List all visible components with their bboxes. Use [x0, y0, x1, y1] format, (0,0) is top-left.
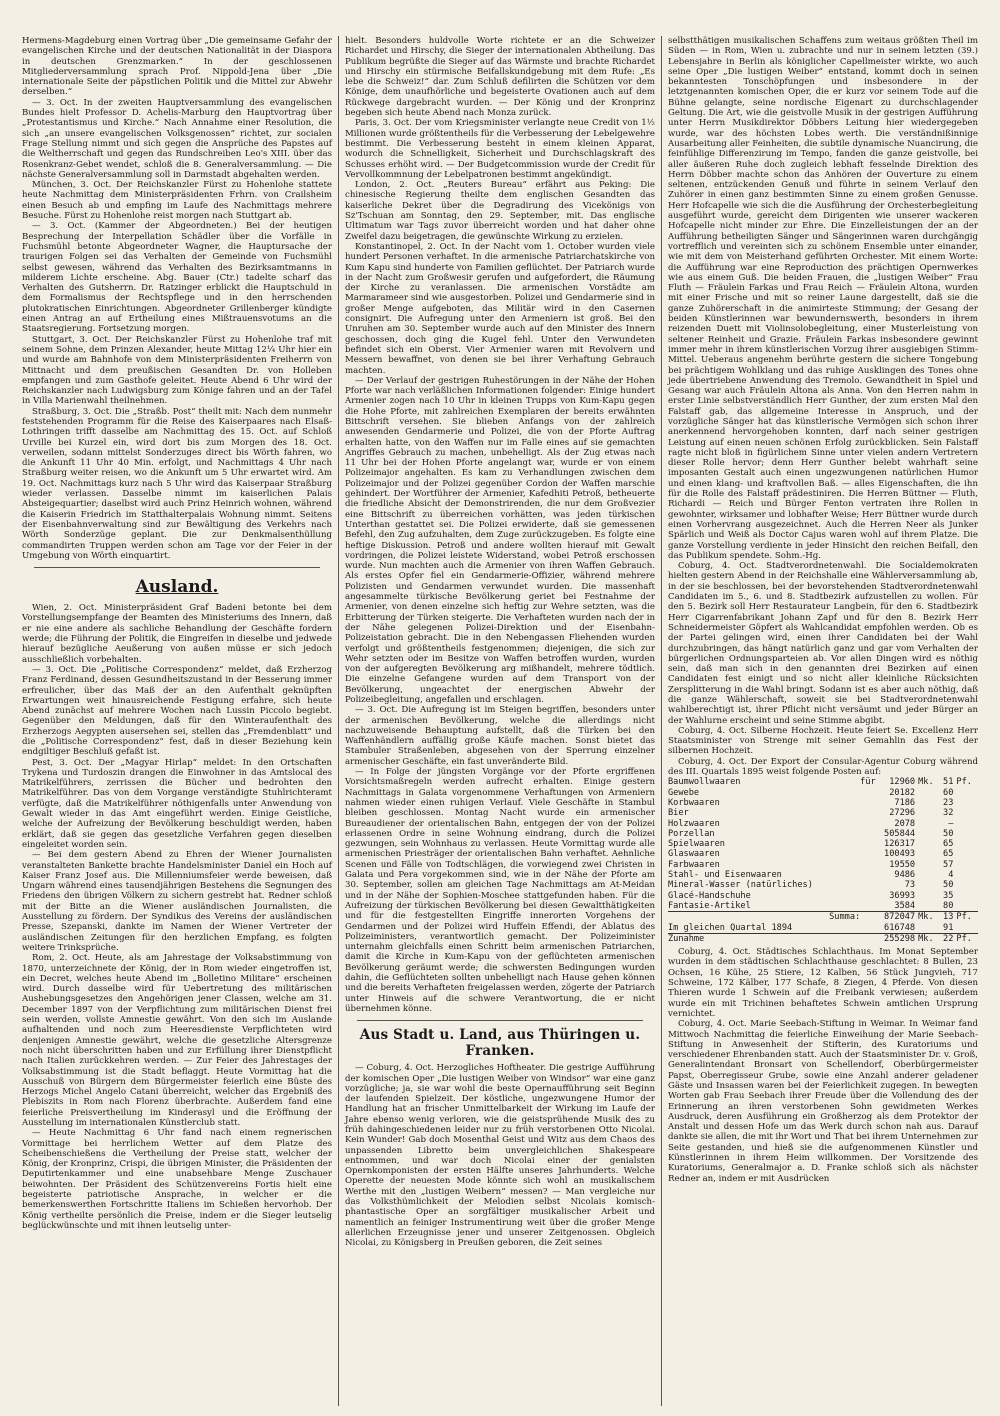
export-table-body	[668, 777, 978, 911]
export-row	[668, 777, 978, 787]
export-pf: 65	[943, 839, 954, 850]
export-row	[668, 839, 978, 849]
export-pf: 80	[943, 900, 954, 911]
paragraph: Coburg, 4. Oct. Städtisches Schlachthaus. Im Monat September wurden in dem städtischen Schlachthause geschlachtet: 8 Bullen, 23 Ochsen, 16 Kühe, 25 Stiere, 12 Kalben, 56 Stück Jungvieh, 717 Schweine, 172 Kälber, 177 Schafe, 8 Ziegen, 4 Pferde. Von diesen Thieren wurde 1 Schwein auf die Freibank verwiesen; außerdem wurde ein mit Trichinen behaftetes Schwein amtlichen Ursprung vernichtet.	[668, 947, 978, 1019]
export-currency	[915, 849, 940, 859]
paragraph: Stuttgart, 3. Oct. Der Reichskanzler Fürst zu Hohenlohe traf mit seinem Sohne, dem Prinzen Alexander, heute Mittag 12¼ Uhr hier ein und wurde am Bahnhofe von dem Ministerpräsidenten Freiherrn von Mittnacht und dem preußischen Gesandten Dr. von Holleben empfangen und zum Gasthofe geleitet. Heute Abend 6 Uhr wird der Reichskanzler nach Ludwigsburg zum Könige fahren und an der Tafel in Villa Marienwahl theilnehmen.	[22, 334, 332, 407]
export-amount: 9486	[894, 870, 916, 881]
export-item: Glacé-Handschuhe	[668, 890, 751, 901]
increase-amount: 255298	[860, 933, 915, 944]
section-heading-stadt-land: Aus Stadt u. Land, aus Thüringen u. Franken.	[359, 1027, 641, 1060]
paragraph: Coburg, 4. Oct. Silberne Hochzeit. Heute feiert Se. Excellenz Herr Staatsminister von Strenge mit seiner Gemahlin das Fest der silbernen Hochzeit.	[668, 725, 978, 757]
export-table	[668, 777, 978, 944]
export-row	[668, 829, 978, 839]
prev-amount: 616748	[884, 922, 916, 933]
export-amount: 100493	[884, 849, 916, 860]
divider	[34, 567, 320, 568]
column-3	[661, 36, 984, 1406]
export-currency	[915, 788, 940, 798]
export-currency	[915, 798, 940, 808]
export-currency	[915, 808, 940, 818]
export-amount: 20182	[889, 787, 916, 798]
export-summa-row	[668, 912, 978, 923]
export-item: Spielwaaren	[668, 839, 725, 850]
export-amount: 3584	[894, 900, 916, 911]
paragraph: Coburg, 4. Oct. Der Export der Consular-Agentur Coburg während des III. Quartals 1895 weist folgende Posten auf:	[668, 756, 978, 778]
export-pf-unit	[953, 798, 978, 808]
export-row	[668, 870, 978, 880]
export-pf: 35	[943, 890, 954, 901]
paragraph: Konstantinopel, 2. Oct. In der Nacht vom 1. October wurden viele hundert Personen verhaftet. In die armenische Patriarchatskirche von Kum Kapu sind hunderte von Familien geflüchtet. Der Patriarch wurde in der Nacht zum Großwesir gerufen und aufgefordert, die Räumung der Kirche zu veranlassen. Die armenischen Vorstädte am Marmarameer sind wie ausgestorben. Polizei und Gendarmerie sind in großer Menge aufgeboten, das Militär wird in den Casernen consignirt. Die Aufregung unter den Armeniern ist groß. Bei den Unruhen am 30. September wurde auch auf den Minister des Innern geschossen, doch ging die Kugel fehl. Unter den Verwundeten befindet sich ein Oberst. Vier Armenier waren mit Revolvern und Messern bewaffnet, von denen sie bei ihrer Verhaftung Gebrauch machten.	[345, 241, 655, 376]
export-row	[668, 901, 978, 912]
export-pf: 50	[943, 880, 954, 891]
paragraph: — 3. Oct. (Kammer der Abgeordneten.) Bei der heutigen Besprechung der Interpellation Schädler über die Vorfälle in Fuchsmühl betonte Abgeordneter Wagner, die Hauptursache der traurigen Folgen sei das Verhalten der Gemeinde von Fuchsmühl selbst gewesen, während das Verhalten des Bezirksamtmanns in milderem Lichte erscheine. Abg. Bauer (Ctr.) tadelte scharf das Verhalten des Gutsherrn. Dr. Ratzinger erblickt die Hauptschuld in dem Formalismus der Rechtspflege und in den herrschenden plutokratischen Einrichtungen. Abgeordneter Grillenberger kündigte einen Antrag an auf Ertheilung eines Mißtrauensvotums an die Staatsregierung. Fortsetzung morgen.	[22, 221, 332, 335]
paragraph: — 3. Oct. Die Aufregung ist im Steigen begriffen, besonders unter der armenischen Bevölkerung, welche die allerdings nicht nachzuweisende Behauptung aufstellt, daß die Türken bei den Waffenhändlern auffällig große Käufe machen. Sonst bietet das Stambuler Straßenleben, abgesehen von der Sperrung einzelner armenischer Geschäfte, ein fast unveränderte Bild.	[345, 705, 655, 767]
export-row	[668, 891, 978, 901]
export-item: Stahl- und Eisenwaaren	[668, 870, 782, 881]
paragraph: — Bei dem gestern Abend zu Ehren der Wiener Journalisten veranstalteten Bankette brachte Handelsminister Daniel ein Hoch auf Kaiser Franz Josef aus. Die Millenniumsfeier werde beweisen, daß Ungarn während eines tausendjährigen Bestehens die Segnungen des Friedens den übrigen Völkern zu sichern gestrebt hat. Redner schloß mit der Bitte an die Wiener ausländischen Journalisten, die Ausstellung zu fördern. Der Syndikus des Vereins der ausländischen Presse, Szepanski, dankte im Namen der Wiener Vertreter der ausländischen Zeitungen für den herzlichen Empfang, es folgten weitere Trinksprüche.	[22, 850, 332, 953]
export-amount-value: 12960	[889, 777, 916, 788]
export-pf-unit	[953, 891, 978, 901]
paragraph: Paris, 3. Oct. Der vom Kriegsminister verlangte neue Credit von 1½ Millionen wurde größtentheils für die Verbesserung der Lebelgewehre bestimmt. Die Verbesserung besteht in einem kleinen Apparat, wodurch die Schnelligkeit, Sicherheit und Durchschlagskraft des Schusses erhöht wird. — Der Budgetcommission wurde der Credit für Vervollkommnung der Lebelpatronen bestimmt angekündigt.	[345, 118, 655, 180]
export-row	[668, 798, 978, 808]
paragraph: — 3. Oct. Die „Politische Correspondenz“ meldet, daß Erzherzog Franz Ferdinand, dessen Gesundheitszustand in der Besserung immer erfreulicher, über das Maß der an den Aufenthalt geknüpften Erwartungen weit hinausreichende Festigung erfahre, sich heute Abend zunächst auf mehrere Wochen nach Lussin Piccolo begiebt. Gegenüber den Meldungen, daß für den Winteraufenthalt des Erzherzogs Aegypten ausersehen sei, stellen das „Fremdenblatt“ und die „Politische Correspondenz“ fest, daß in dieser Beziehung kein endgiltiger Beschluß gefaßt ist.	[22, 664, 332, 758]
export-pf-unit	[953, 901, 978, 912]
export-row	[668, 808, 978, 818]
export-currency	[915, 901, 940, 912]
export-amount: 19550	[889, 859, 916, 870]
export-item: Fantasie-Artikel	[668, 900, 751, 911]
summa-pf: 13	[940, 912, 954, 923]
export-pf-unit	[953, 860, 978, 870]
export-pf-unit	[953, 870, 978, 880]
paragraph: Straßburg, 3. Oct. Die „Straßb. Post“ theilt mit: Nach dem nunmehr feststehenden Programm für die Reise des Kaiserpaares nach Elsaß-Lothringen trifft dasselbe am Nachmittag des 15. Oct. auf Schloß Urville bei Kurzel ein, wird dort bis zum Morgen des 18. Oct. verweilen, sodann mittelst Sonderzuges direct bis Wörth fahren, wo die Ankunft 11 Uhr 40 Min. erfolgt, und Nachmittags 4 Uhr nach Straßburg weiter reisen, wo die Ankunft um 5 Uhr erwartet wird. Am 19. Oct. Nachmittags kurz nach 5 Uhr wird das Kaiserpaar Straßburg wieder verlassen. Dasselbe nimmt im kaiserlichen Palais Absteigequartier; daselbst wird auch Prinz Heinrich wohnen, während die Kaiserin Friedrich im Statthalterpalais Wohnung nimmt. Seitens der Eisenbahnverwaltung sind zur Bewältigung des Verkehrs nach Wörth Sonderzüge geplant. Die zur Denkmalsenthüllung commandirten Truppen werden schon am Tage vor der Feier in der Umgebung von Wörth einquartirt.	[22, 406, 332, 561]
export-item: Farbwaaren	[668, 859, 720, 870]
export-pf: 57	[943, 859, 954, 870]
export-row	[668, 860, 978, 870]
export-amount: 126317	[884, 839, 916, 850]
paragraph: Pest, 3. Oct. Der „Magyar Hirlap“ meldet: In den Ortschaften Trykena und Turdoszin drangen die Einwohner in das Amtslocal des Matrikelführers, zerrissen die Bücher und bedrohten den Matrikelführer. Das von dem Vorgange verständigte Stuhlrichteramt verfügte, daß die Matrikelführer nöthigenfalls unter Anwendung von Gewalt wieder in das Amt eingeführt werden. Einige Geistliche, welche der Aufreizung der Bevölkerung beschuldigt werden, haben erklärt, daß sie gegen das gesetzliche Verfahren gegen dieselben eingeleitet worden sein.	[22, 757, 332, 850]
export-row	[668, 819, 978, 829]
empty-cell	[953, 923, 978, 934]
export-pf: 60	[943, 787, 954, 798]
export-item: Mineral-Wasser (natürliches)	[668, 880, 813, 891]
summa-currency: Mk.	[915, 912, 940, 923]
increase-currency: Mk.	[915, 933, 940, 944]
paragraph: Coburg, 4. Oct. Marie Seebach-Stiftung in Weimar. In Weimar fand Mittwoch Nachmittag die feierliche Einweihung der Marie Seebach-Stiftung in Anwesenheit der Stifterin, des Kuratoriums und verschiedener Ehrenbanden statt. Auch der Staatsminister Dr. v. Groß, Generalintendant Bronsart von Schellendorf, Oberbürgermeister Papst, Oberregisseur Grube, sowie eine Anzahl anderer geladener Gäste und Insassen waren bei der Feierlichkeit zugegen. In bewegten Worten gab Frau Seebach ihrer Freude über die Vollendung des der Erinnerung an ihren verstorbenen Sohn gewidmeten Werkes Ausdruck, deren Ausführung ein Großherzog als dem Protektor der Anstalt und dessen Hofe um das Werk durch schon nah aus. Darauf dankte sie allen, die mit ihr Wort und That bei ihrem Unternehmen zur Seite gestanden, und hieß sie die aufgenommenen Künstler und Künstlerinnen in ihrem Heim willkommen. Der Vorsitzende des Kuratoriums, Generalmajor a. D. Franke schloß sich als nächster Redner an, indem er mit Ausdrücken	[668, 1019, 978, 1184]
paragraph: selbstthätigen musikalischen Schaffens zum weitaus größten Theil im Süden — in Rom, Wien u. zubrachte und nur in seinem letzten (39.) Lebensjahre in Berlin als königlicher Capellmeister wirkte, wo auch seine Oper „Die lustigen Weiber“ entstand, kommt doch in seinen bekanntesten Tonschöpfungen und insbesondere in der letztgenannten komischen Oper, die er kurz vor seinem Tode auf die Bühne gelangte, seine nordische Eigenart zu durchschlagender Geltung. Die Art, wie die geistvolle Musik in der gestrigen Aufführung unter Herrn Musikdirektor Döbbers Leitung hier wiedergegeben wurde, war des höchsten Lobes werth. Die verständnißinnige Ausarbeitung aller Feinheiten, die subtile dynamische Nuancirung, die feinfühlige Differenzirung im Tempo, fanden die ganze geistvolle, bei aller äußeren Ruhe doch zugleich lebhaft fesselnde Direktion des Herrn Döbber machte schon das Anhören der Ouverture zu einem seltenen, entzückenden Genuß und führte in seinem Verlauf den Zuhörer in einen ganz bestimmten Sinne zu einem großen Genusse. Herr Hofcapelle wie sich die die Ausführung der Orchesterbegleitung ausgeführt wurde, gereicht dem Dirigenten wie unserer wackeren Hofcapelle nicht minder zur Ehre. Die Einzelleistungen der an der Aufführung betheiligten Sänger und Sängerinnen waren durchgängig vortrefflich und vereinten sich zu schönem Ensemble unter einander, wie mit dem von Meisterhand geführten Orchester. Mit einem Worte: die Aufführung war eine Reproduction des prächtigen Opernwerkes wie aus einem Guß. Die beiden Frauen, die „lustigen Weiber“ Frau Fluth — Fräulein Farkas und Frau Reich — Fräulein Altona, wurden mit einer Frische und mit so reiner Laune dargestellt, daß sie die ganze Zuhörerschaft in die animirteste Stimmung; der Gesang der beiden Künstlerinnen war bewundernswerth, besonders in ihrem reizenden Duett mit Violinsolobegleitung, einer Musterleistung von seltener Reinheit und Grazie. Fräulein Farkas insbesondere gewinnt immer mehr in ihrem künstlerischen Vorzug ihrer ausgiebigen Stimm-Mittel. Ueberaus angenehm berührte gestern die sichere Tongebung bei prächtigem Wohlklang und das ruhige Ausklingen des Tones ohne jede übertriebene Anwendung des Tremolo. Gewandtheit in Spiel und Gesang war auch Fräulein Altona als Anna. Von den Herren nahm in erster Linie selbstverständlich Herr Gunther, der zum ersten Mal den Falstaff gab, das allgemeine Interesse in Anspruch, und der vorzügliche Sänger hat das künstlerische Vermögen sich schon ihrer anerkennend hervorgehoben konnten, darf nach seiner gestrigen Leistung auf einen neuen schönen Erfolg zurückblicken. Sein Falstaff ragte nicht bloß in figürlichem Sinne unter vielen andern Vertretern dieser Rolle hervor; denn Herr Gunther belebt wahrhaft seine imposanten Gestalt auch einen ungezwungenen natürlichen Humor und einen klang- und kraftvollen Baß. — alles Eigenschaften, die ihn für die Rolle des Falstaff prädestiniren. Die Herren Büttner — Fluth, Richardi — Reich und Bürger Fenton vertraten ihre Rollen in gewohnter, wirksamer und lobhafter Weise; Herr Büttner wurde durch einen Vorhervrang ausgezeichnet. Auch die Herren Neer als Junker Spärlich und Weiß als Doctor Cajus waren wohl auf ihrem Platze. Die ganze Vorstellung verdiente in jeder Hinsicht den reichen Beifall, den das Publikum spendete. Sohm.-Hg.	[668, 36, 978, 561]
divider	[357, 1020, 643, 1021]
paragraph: — Heute Nachmittag 6 Uhr fand nach einem regnerischen Vormittage bei herrlichem Wetter auf dem Platze des Scheibenschießens die Vertheilung der Preise statt, welcher der König, der Kronprinz, Crispi, die übrigen Minister, die Präsidenten der Deputirtenkammer und eine unabsehbare Menge Zuschauer beiwohnten. Der Präsident des Schützenvereins Fortis hielt eine begeisterte patriotische Ansprache, in welcher er die bemerkenswerthen Fortschritte Italiens im Schießen hervorhob. Der König vertheilte persönlich die Preise, indem er die Sieger leutselig beglückwünschte und mit ihnen leutselig unter-	[22, 1128, 332, 1231]
export-pf: —	[948, 818, 954, 829]
export-amount: 73	[904, 880, 916, 891]
export-item: Holzwaaren	[668, 818, 720, 829]
empty-cell	[915, 923, 940, 934]
export-pf: 4	[948, 870, 954, 881]
paragraph: London, 2. Oct. „Reuters Bureau“ erfährt aus Peking: Die chinesische Regierung theilte dem englischen Gesandten das kaiserliche Dekret über die Degradirung des Vicekönigs von Sz'Tschuan am Sonntag, den 29. September, mit. Das englische Ultimatum war Tags zuvor überreicht worden und hat daher ohne Zweifel dazu beigetragen, die gewünschte Wirkung zu erzielen.	[345, 180, 655, 242]
export-pf-unit	[953, 788, 978, 798]
paragraph: Hermens-Magdeburg einen Vortrag über „Die gemeinsame Gefahr der evangelischen Kirche und der deutschen Nationalität in der Diaspora in deutschen Grenzmarken.“ In der geschlossenen Mitgliederversammlung sprach Prof. Nippold-Jena über „Die internationale Seite der päpstlichen Politik und die Mittel zur Abwehr derselben.“	[22, 36, 332, 98]
summa-amount: 872047	[860, 912, 915, 923]
increase-pf-unit: Pf.	[953, 933, 978, 944]
paragraph: — 3. Oct. In der zweiten Hauptversammlung des evangelischen Bundes hielt Professor D. Achelis-Marburg den Hauptvortrag über „Protestantismus und Kirche.“ Nach Annahme einer Resolution, die sich „an unsere evangelischen Volksgenossen“ richtet, zur socialen Frage Stellung nimmt und sich gegen die Ansprüche des Papstes auf die Weltherrschaft und gegen das Rundschreiben Leo's XIII. über das Rosenkranz-Gebet wendet, schloß die 8. Generalversammlung. — Die nächste Generalversammlung soll in Darmstadt abgehalten werden.	[22, 97, 332, 180]
export-amount	[860, 777, 915, 787]
prev-label: Im gleichen Quartal 1894	[668, 922, 793, 933]
export-item: Porzellan	[668, 828, 715, 839]
export-currency	[915, 839, 940, 849]
export-pf: 65	[943, 849, 954, 860]
export-amount: 27296	[889, 808, 916, 819]
paragraph: München, 3. Oct. Der Reichskanzler Fürst zu Hohenlohe stattete heute Nachmittag dem Ministerpräsidenten Frhrn. von Crailsheim einen Besuch ab und empfing im Laufe des Nachmittags mehrere Besuche. Fürst zu Hohenlohe reist morgen nach Stuttgart ab.	[22, 180, 332, 222]
export-increase-row	[668, 933, 978, 944]
paragraph: Coburg, 4. Oct. Stadtverordnetenwahl. Die Socialdemokraten hielten gestern Abend in der Reichshalle eine Wählerversammlung ab, in der sie beschlossen, bei der bevorstehenden Stadtverordnetenwahl Candidaten im 5., 6. und 8. Stadtbezirk aufzustellen zu wollen. Für den 5. Bezirk soll Herr Restaurateur Langbein, für den 6. Stadtbezirk Herr Cigarrenfabrikant Johann Zapf und für den 8. Bezirk Herr Schneidermeister Göpfert als Wahlcandidat empfohlen werden. Ob es der Partei gelingen wird, einen ihrer Candidaten bei der Wahl durchzubringen, das hängt natürlich ganz und gar vom Verhalten der bürgerlichen Ordnungsparteien ab. Vor allen Dingen wird es nöthig sein, daß man sich in den genannten drei Bezirken auf einen Candidaten fest einigt und so nicht aller kleinliche Rücksichten Zersplitterung in die Wahl bringt. Sodann ist es aber auch nöthig, daß die ganze Wählerschaft, soweit sie bei Stadtverordnetenwahl wahlberechtigt ist, ihrer Pflicht nicht versäumt und jeder Bürger an der Wahlurne erscheint und seine Stimme abgibt.	[668, 561, 978, 726]
export-pf-unit	[953, 880, 978, 890]
export-pf: 32	[943, 808, 954, 819]
export-row	[668, 788, 978, 798]
export-pf: 23	[943, 797, 954, 808]
export-item: Bier	[668, 808, 689, 819]
export-currency	[915, 870, 940, 880]
export-pf-unit	[953, 849, 978, 859]
export-row	[668, 849, 978, 859]
paragraph: — In Folge der jüngsten Vorgänge vor der Pforte ergriffenen Vorsichtsmaßregeln werden aufrecht erhalten. Einige gestern Nachmittags in Galata vorgenommene Verhaftungen von Armeniern nahmen wieder einen ruhigen Verlauf. Viele Geschäfte in Stambul bleiben geschlossen. Montag Nacht wurde ein armenischer Bureaudiener der orientalischen Bahn, entgegen der von der Polizei erlassenen Ordre in seine Wohnung eindrang, durch die Polizei gezwungen, sein Wohnhaus zu verlassen. Heute Vormittag wurde alle armenischen Priesträger der orientalischen Bahn verhaftet. Aehnliche Scenen und Fälle von Todtschlägen, die vorwiegend zwei Christen in Galata und Pera vorgekommen sind, wie in der Nähe der Pforte am 30. September, sollen am gleichen Tage Nachmittags am At-Meidan und in der Nähe der Sophien-Moschee stattgefunden haben. Für die Aufreizung der türkischen Bevölkerung bei diesen Gewaltthätigkeiten und für die festgestellten Eingriffe innerorten Vorgehens der Gendarmen und der Polizei wird Huffein Effendi, der Ablatus des Polizeiministers, verantwortlich gemacht. Der Polizeiminister unternahm gleichfalls einen Schritt beim armenischen Patriarchen, damit die Kirche in Kum-Kapu von der geflüchteten armenischen Bevölkerung geräumt werde; die schwersten Bedingungen wurden dahin, die Geflüchteten sollten unbehelligt nach Hause gehen können und die bereits Verhafteten freigelassen werden, zögerte der Patriarch unter Hinweis auf die schwere Verantwortung, die er nicht übernehmen könne.	[345, 767, 655, 1014]
paragraph: — Coburg, 4. Oct. Herzogliches Hoftheater. Die gestrige Aufführung der komischen Oper „Die lustigen Weiber von Windsor“ war eine ganz vorzügliche; ja, sie war wohl die beste Opernaufführung seit Beginn der laufenden Spielzeit. Der köstliche, ungezwungene Humor der Handlung hat an frischer Unmittelbarkeit der Wirkung im Laufe der Jahre ebenso wenig verloren, wie die geistsprühende Musik des zu früh dahingeschiedenen leider nur zu früh verstorbenen Otto Nicolai. Kein Wunder! Gab doch Mosenthal Geist und Witz aus dem Chaos des unpassenden Libretto beim unvergleichlichen Shakespeare entnommen, und war doch Nicolai einer der genialsten Opernkomponisten der ersten Hälfte unseres Jahrhunderts. Welche Operette der neuesten Mode könnte sich wohl an musikalischem Werthe mit den „lustigen Weibern“ messen? — Man vergleiche nur das Volksthümlichkeit der Melodien selbst Nicolais komisch-phantastische Oper an sorgfältiger musikalischer Arbeit und namentlich an feiniger Instrumentirung weit über die großer Menge allerlichen Erzeugnisse jener und unserer Zeitgenossen. Obgleich Nicolai, zu Königsberg in Preußen geboren, die Zeit seines	[345, 1063, 655, 1249]
export-currency: Mk.	[918, 777, 934, 788]
column-2	[338, 36, 661, 1406]
paragraph: hielt. Besonders huldvolle Worte richtete er an die Schweizer Richardet und Hirschy, die Sieger der internationalen Abtheilung. Das Publikum begrüßte die Sieger auf das Wärmste und brachte Richardet und Hirschy ein stürmische Beifallskundgebung mit dem Rufe: „Es lebe die Schweiz!“ dar. Zum Schluß defilirten die Schützen vor dem Könige, dem unaufhörliche und begeisterte Ovationen auch auf dem Rückwege dargebracht wurden. — Der König und der Kronprinz begeben sich heute Abend nach Monza zurück.	[345, 36, 655, 119]
export-prefix: für	[860, 777, 876, 788]
export-item: Gewebe	[668, 787, 700, 798]
export-pf-unit: Pf.	[956, 777, 972, 788]
export-pf-unit	[953, 839, 978, 849]
export-currency	[915, 880, 940, 890]
increase-label: Zunahme	[668, 933, 860, 944]
export-amount: 36993	[889, 890, 916, 901]
export-currency	[915, 860, 940, 870]
export-pf-unit	[953, 819, 978, 829]
paragraph: Wien, 2. Oct. Ministerpräsident Graf Badeni betonte bei dem Vorstellungsempfange der Beamten des Ministeriums des Innern, daß er nie eine andere als sachliche Behandlung der Geschäfte fordern werde; die Führung der Politik, die Eingreifen in dieselbe und jedwede hierauf bezügliche Aeußerung von außen müsse er sich jedoch ausschließlich vorbehalten.	[22, 603, 332, 665]
export-pf: 50	[943, 828, 954, 839]
export-item: Baumwollwaaren	[668, 777, 741, 788]
paragraph: Rom, 2. Oct. Heute, als am Jahrestage der Volksabstimmung von 1870, unterzeichnete der König, der in Rom wieder eingetroffen ist, ein Decret, welches heute Abend im „Bolletino Militare“ erscheinen wird. Durch dasselbe wird für Uebertretung des militärischen Aushebungsgesetzes den Angehörigen jener Classen, welche am 31. December 1897 von der Verpflichtung zum militärischen Dienst frei sein werden, vollste Amnestie gewährt. Von den sich im Auslande aufhaltenden und noch zum Heeresdienste Verpflichteten wird denjenigen Amnestie gewährt, welche die gesetzliche Altersgrenze noch nicht überschritten haben und zur Erfüllung ihrer Dienstpflicht nach Italien zurückkehren werden. — Zur Feier des Jahrestages der Volksabstimmung ist die Stadt beflaggt. Heute Vormittag hat die Ausschuß von Bürgern dem Bürgermeister feierlich eine Büste des Herzogs Michel Angelo Catani überreicht, welcher das Ergebniß des Plebiszits in Rom nach Florenz überbrachte. Außerdem fand eine feierliche Preisvertheilung im Kinderasyl und die Eröffnung der Ausstellung im internationalen Künstlerclub statt.	[22, 953, 332, 1128]
export-prev-row	[668, 923, 978, 934]
export-pf-unit	[953, 829, 978, 839]
export-currency	[915, 891, 940, 901]
export-pf-unit	[953, 808, 978, 818]
summa-label: Summa:	[668, 912, 860, 923]
export-amount: 2078	[894, 818, 916, 829]
increase-pf: 22	[940, 933, 954, 944]
prev-pf: 91	[943, 922, 954, 933]
export-row	[668, 880, 978, 890]
section-heading-ausland: Ausland.	[135, 577, 219, 598]
export-item: Korbwaaren	[668, 797, 720, 808]
paragraph: — Der Verlauf der gestrigen Ruhestörungen in der Nähe der Hohen Pforte war nach verläßlichen Informationen folgender: Einige hundert Armenier zogen nach 10 Uhr in kleinen Trupps von Kum-Kapu gegen die Hohe Pforte, mit zahlreichen Exemplaren der bereits erwähnten Bittschrift versehen. Sie blieben Anfangs von der zahlreich anwesenden Gendarmerie und Polizei, die von der Pforte Auftrag erhalten hatte, von den Waffen nur im Falle eines auf sie gemachten Angriffes Gebrauch zu machen, unbehelligt. Als der Zug etwas nach 11 Uhr bei der Hohen Pforte angelangt war, wurde er von einem Polizeimajor angehalten. Es kam zu Verhandlungen zwischen dem Polizeimajor und der Polizei gegenüber Cordon der Waffen marschie gehindert. Der Wortführer der Armenier, Kafedhiti Petroß, betheuerte die friedliche Absicht der Demonstrirenden, die nur dem Großvezier eine Bittschrift zu überreichen vorhätten, was jeden türkischen Unterthan gestattet sei. Die Polizei erwiderte, daß sie gemessenen Befehl, den Zug aufzuhalten, dem Zuge zurückzugeben. Es folgte eine heftige Diskussion. Petroß und andere wollten hierauf mit Gewalt vordringen, die Polizei leistete Widerstand, wobei Petroß erschossen wurde. Nun machten auch die Armenier von ihren Waffen Gebrauch. Als erstes Opfer fiel ein Gendarmerie-Offizier, während mehrere Polizisten und Gendarmen verwundet wurden. Die massenhaft angesammelte türkische Bevölkerung geriet bei Festnahme der Armenier, von denen einzelne sich heftig zur Wehre setzten, was die Erbitterung der Türken steigerte. Die Verhafteten wurden nach der in der Nähe gelegenen Polizei-Direktion und der Eisenbahn-Polizeistation gebracht. Die in den Nebengassen Fliehenden wurden verfolgt und größtentheils festgenommen; diejenigen, die sich zur Wehr setzten oder im Besitze von Waffen betroffen wurden, wurden von der aufgeregten Bevölkerung arg mißhandelt, mehrere tödtlich. Die einzelne Gefangene wurden auf dem Transport von der Bevölkerung, ungeachtet der energischen Abwehr der Polizeibegleitung, angefallen und erschlagen.	[345, 375, 655, 705]
export-amount: 505844	[884, 828, 916, 839]
export-currency	[915, 819, 940, 829]
summa-pf-unit: Pf.	[953, 912, 978, 923]
export-pf: 51	[943, 777, 954, 788]
export-amount: 7186	[894, 797, 916, 808]
export-currency	[915, 829, 940, 839]
column-1	[16, 36, 338, 1406]
export-item: Glaswaaren	[668, 849, 720, 860]
